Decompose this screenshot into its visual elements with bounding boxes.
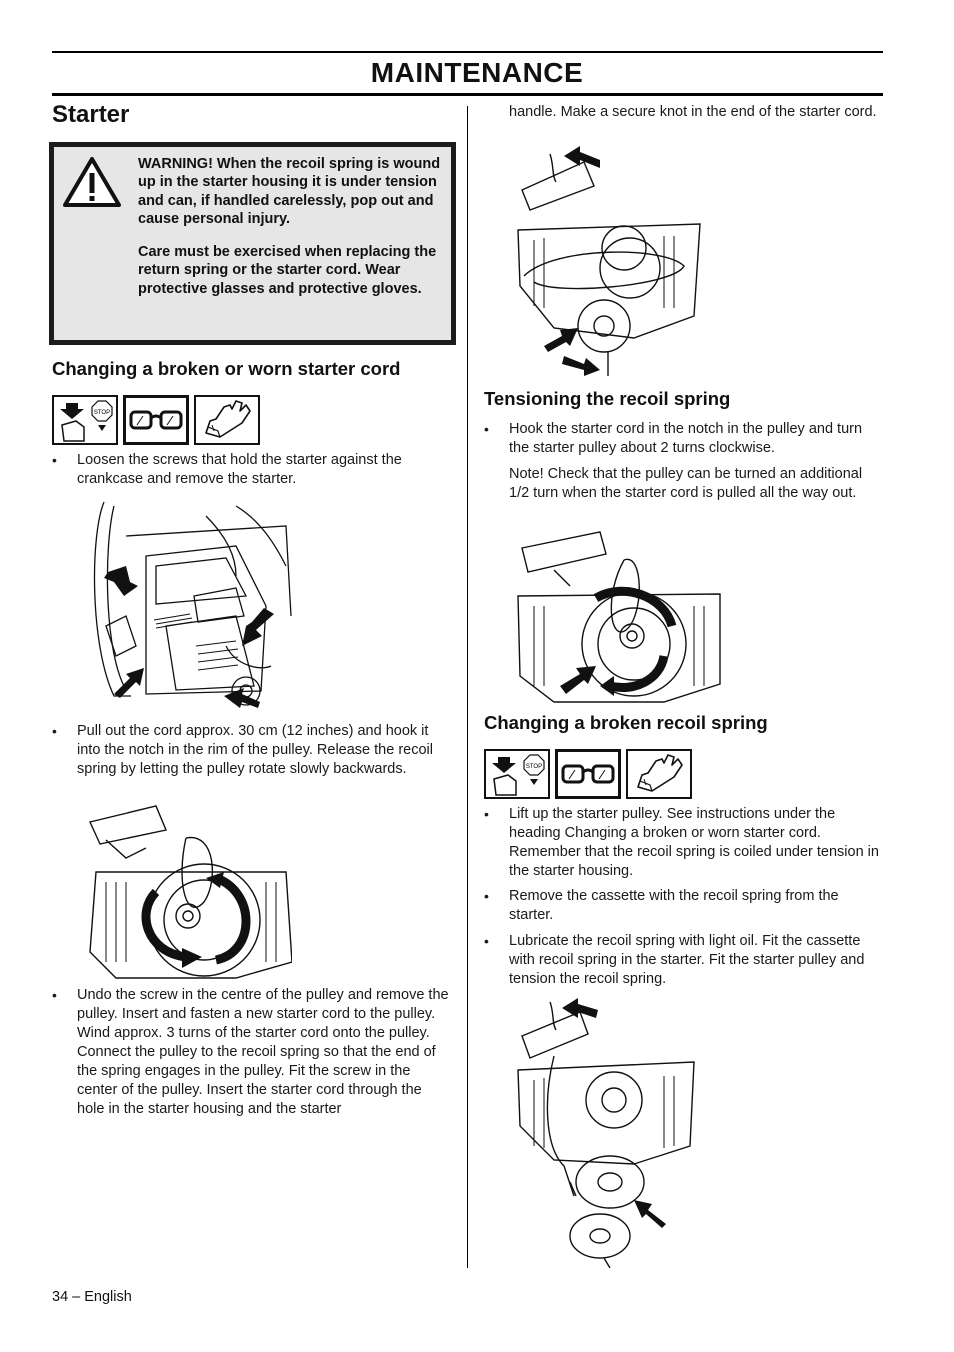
right-bullet-3-text: Remove the cassette with the recoil spring from the starter. [509,888,839,923]
right-bullet-1-text: Hook the starter cord in the notch in the pulley and turn the starter pulley about 2 turns clockwise. [509,421,863,456]
left-bullet-1-text: Loosen the screws that hold the starter against the crankcase and remove the starter. [77,452,402,487]
warning-paragraph-2: Care must be exercised when replacing the return spring or the starter cord. Wear protective glasses and protective gloves. [138,244,437,297]
protective-glasses-icon [558,752,618,796]
safety-pictograms-left [52,395,260,445]
subheading-recoil-spring: Changing a broken recoil spring [484,712,768,733]
bullet-dot: • [484,421,489,437]
tension-rotation-arrow-lower [610,656,664,688]
warning-box [49,142,456,345]
warning-triangle-icon [62,156,122,208]
safety-pictograms-right [484,749,692,799]
header-top-rule [52,51,883,53]
right-bullet-4-text: Lubricate the recoil spring with light oil. Fit the cassette with recoil spring in the starter. Fit the starter pulley and tension the recoil spring. [509,933,865,987]
glasses-pictogram [123,395,189,445]
section-title: MAINTENANCE [370,57,584,88]
warning-paragraph-1: WARNING! When the recoil spring is wound up in the starter housing it is under tension and can, if handled carelessly, pop out and cause personal injury. [138,156,441,227]
page-heading: Starter [52,101,130,128]
header-bottom-rule [52,93,883,96]
stop-engine-pictogram [52,395,118,445]
bullet-dot: • [484,933,489,949]
warning-text [138,155,453,313]
tensioning-illustration [514,526,724,708]
stop-label: STOP [525,764,543,770]
bullet-dot: • [52,987,57,1003]
protective-glasses-icon [126,398,186,442]
indicator-arrows [562,998,666,1228]
recoil-spring-exploded-illustration [514,996,704,1268]
protective-gloves-icon [628,751,690,797]
gloves-pictogram [194,395,260,445]
right-note: Note! Check that the pulley can be turned an additional 1/2 turn when the starter cord is pulled all the way out. [509,466,863,501]
stop-engine-pictogram [484,749,550,799]
subheading-tensioning: Tensioning the recoil spring [484,388,731,409]
column-divider [467,106,468,1268]
bullet-dot: • [52,723,57,739]
indicator-arrows [560,666,596,694]
left-bullet-2-text: Pull out the cord approx. 30 cm (12 inches) and hook it into the notch in the rim of the pulley. Release the recoil spring by letting the pulley rotate slowly backwards. [77,723,433,777]
bullet-dot: • [52,452,57,468]
starter-removal-illustration [86,496,296,718]
glasses-pictogram [555,749,621,799]
stop-engine-icon [486,751,548,797]
bullet-dot: • [484,806,489,822]
protective-gloves-icon [196,397,258,443]
rotation-arrow-upper [216,878,246,960]
stop-engine-icon [54,397,116,443]
left-bullet-3-text: Undo the screw in the centre of the pulley and remove the pulley. Insert and fasten a new starter cord to the pulley. Wind approx. 3 turns of the starter cord onto the pulley. Connect the pulley to the recoil spring so that the end of the spring engages in the pulley. Fit the screw in the center of the pulley. Insert the starter cord through the hole in the starter housing and the starter [77,987,449,1117]
stop-label: STOP [93,410,111,416]
pulley-release-illustration [86,802,292,984]
page-footer: 34 – English [52,1289,132,1305]
right-bullet-2-text: Lift up the starter pulley. See instructions under the heading Changing a broken or worn starter cord. Remember that the recoil spring is coiled under tension in the starter housing. [509,806,879,879]
subheading-starter-cord: Changing a broken or worn starter cord [52,358,401,379]
gloves-pictogram [626,749,692,799]
right-continuation-text: handle. Make a secure knot in the end of the starter cord. [509,104,877,120]
cord-threading-illustration [514,146,704,382]
bullet-dot: • [484,888,489,904]
